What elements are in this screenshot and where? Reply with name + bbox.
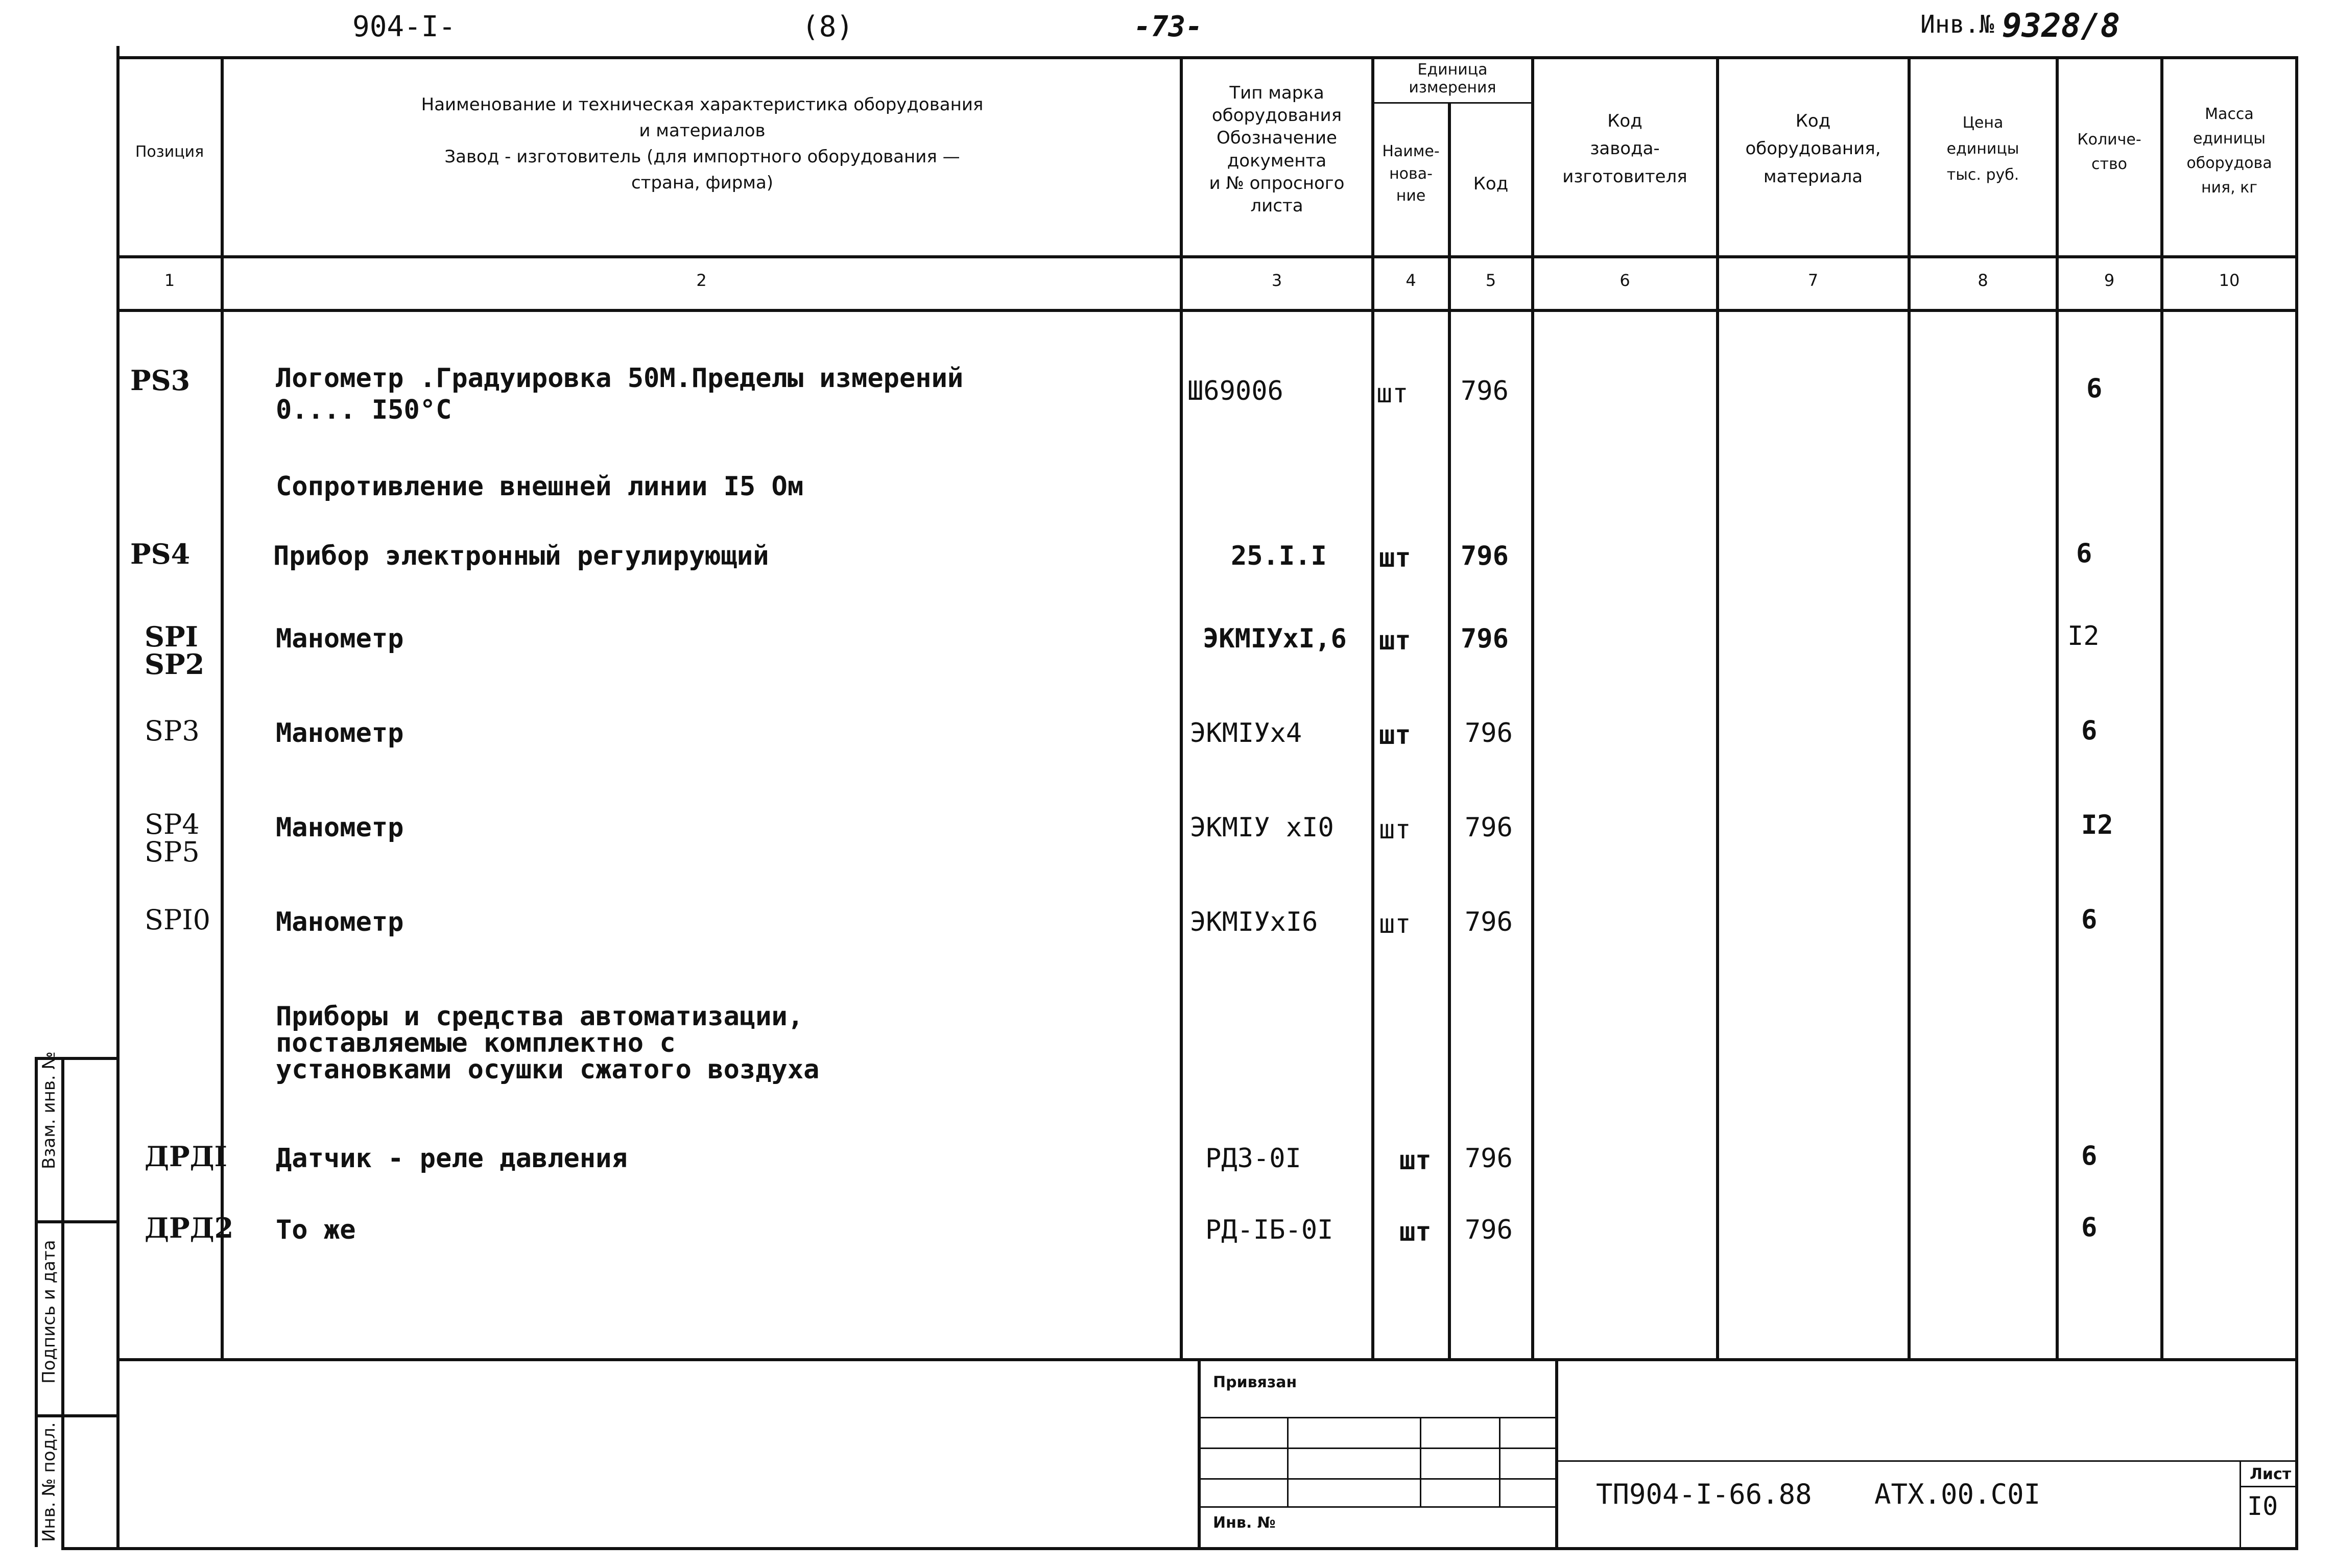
sheet-box-left [2240, 1460, 2241, 1547]
header-name: Наименование и техническая характеристика оборудования и материалов Завод - изготовитель (для импортного оборудования — страна, фирма) [421, 94, 984, 193]
grid-v2 [1420, 1417, 1421, 1506]
header-bottom-line [116, 255, 2297, 258]
title-block-divider-2 [1555, 1358, 1558, 1550]
col-divider-6 [1716, 56, 1719, 1358]
row-type: РДЗ-0I [1205, 1143, 1301, 1174]
replacement-inventory-label: Взам. инв. № [39, 1051, 59, 1169]
header-equipment-code: Код оборудования, материала [1745, 111, 1881, 187]
row-unit: шт [1379, 543, 1411, 573]
header-unit-code: Код [1473, 174, 1509, 194]
row-code: 796 [1465, 812, 1513, 843]
col-divider-2 [1180, 56, 1183, 1358]
row-quantity: I2 [2067, 621, 2100, 652]
inventory-number-label: Инв. № [1213, 1514, 1276, 1532]
row-type: Ш69006 [1187, 376, 1283, 406]
col-divider-9 [2160, 56, 2163, 1358]
colnum-9: 9 [2104, 271, 2115, 290]
row-unit: шт [1376, 378, 1409, 409]
margin-inner [61, 1057, 64, 1547]
grid-h2 [1198, 1448, 1555, 1449]
row-quantity: 6 [2081, 715, 2098, 746]
header-unit: Единица измерения [1409, 61, 1496, 97]
row-quantity: I2 [2081, 810, 2113, 840]
row-type: ЭКМIУxI6 [1190, 907, 1318, 937]
colnum-10: 10 [2219, 271, 2240, 290]
row-quantity: 6 [2076, 538, 2092, 569]
row-position: SPI0 [145, 904, 211, 936]
row-position: ДРДI [145, 1140, 227, 1173]
row-type: ЭКМIУx4 [1190, 718, 1302, 749]
header-unit-name: Наиме- нова- ние [1382, 142, 1440, 205]
row-code: 796 [1465, 1143, 1513, 1174]
row-position: PS4 [130, 538, 190, 570]
header-mass: Масса единицы оборудова ния, кг [2186, 105, 2272, 197]
row-quantity: 6 [2081, 1141, 2098, 1171]
row-code: 796 [1465, 1215, 1513, 1245]
row-unit: шт [1379, 720, 1411, 751]
title-block-top [116, 1358, 2297, 1361]
grid-v1 [1287, 1417, 1289, 1506]
row-name: Датчик - реле давления [276, 1143, 628, 1174]
drawing-code: АТХ.00.С0I [1874, 1478, 2041, 1510]
col-divider-3 [1371, 56, 1374, 1358]
colnum-7: 7 [1807, 271, 1819, 290]
signature-date-label: Подпись и дата [39, 1240, 59, 1384]
document-code: ТП904-I-66.88 [1596, 1478, 1812, 1510]
grid-v3 [1499, 1417, 1501, 1506]
row-name: Логометр .Градуировка 50М.Пределы измерений 0.... I50°С [276, 363, 964, 426]
row-code: 796 [1465, 907, 1513, 937]
colnum-3: 3 [1271, 271, 1282, 290]
header-quantity: Количе- ство [2077, 131, 2141, 173]
row-position: ДРД2 [145, 1212, 234, 1244]
colnum-bottom-line [116, 309, 2297, 312]
inventory-number: 9328/8 [2002, 7, 2121, 45]
grid-h3 [1198, 1478, 1555, 1480]
col-divider-7 [1908, 56, 1911, 1358]
row-name: Манометр [276, 623, 404, 654]
row-position: SP4 SP5 [145, 808, 200, 868]
title-block-divider-1 [1198, 1358, 1201, 1550]
row-position: SPI SP2 [145, 620, 205, 681]
row-name: Манометр [276, 812, 404, 843]
row-unit: шт [1399, 1145, 1432, 1176]
grid-h1 [1198, 1417, 1555, 1418]
frame-bottom [61, 1547, 2298, 1550]
row-position: PS3 [130, 364, 190, 397]
row-name: Сопротивление внешней линии I5 Ом [276, 471, 804, 502]
row-unit: шт [1379, 625, 1411, 656]
original-inventory-label: Инв. № подл. [39, 1422, 59, 1542]
row-quantity: 6 [2086, 373, 2103, 404]
row-type: ЭКМIУxI,6 [1203, 623, 1347, 654]
row-type: ЭКМIУ xI0 [1190, 812, 1334, 843]
header-type: Тип марка оборудования Обозначение документа и № опросного листа [1209, 83, 1345, 216]
col-divider-8 [2056, 56, 2059, 1358]
sheet-label: Лист [2250, 1465, 2292, 1483]
inventory-label: Инв.№ [1920, 10, 1994, 39]
row-type: РД-IБ-0I [1205, 1215, 1333, 1245]
colnum-4: 4 [1406, 271, 1416, 290]
row-name: То же [276, 1215, 356, 1245]
title-block-line [1555, 1460, 2297, 1462]
header-position: Позиция [135, 143, 204, 161]
margin-h2 [35, 1220, 116, 1223]
row-name: Прибор электронный регулирующий [273, 541, 769, 571]
row-code: 796 [1461, 623, 1509, 654]
attached-label: Привязан [1213, 1373, 1297, 1391]
margin-outer [35, 1057, 38, 1547]
row-name: Манометр [276, 907, 404, 937]
row-type: 25.I.I [1231, 541, 1327, 571]
colnum-8: 8 [1978, 271, 1988, 290]
row-section-heading: Приборы и средства автоматизации, поставляемые комплектно с установками осушки сжатого воздуха [276, 1001, 820, 1085]
row-quantity: 6 [2081, 1212, 2098, 1243]
row-unit: шт [1399, 1217, 1432, 1247]
row-quantity: 6 [2081, 904, 2098, 935]
row-code: 796 [1461, 541, 1509, 571]
part-number: (8) [802, 10, 854, 43]
row-unit: шт [1379, 814, 1411, 845]
sheet-number: I0 [2247, 1491, 2278, 1521]
row-position: SP3 [145, 715, 200, 747]
colnum-1: 1 [164, 271, 175, 290]
row-code: 796 [1461, 376, 1509, 406]
series-code: 904-I- [352, 10, 456, 43]
header-price: Цена единицы тыс. руб. [1946, 114, 2019, 184]
grid-h4 [1198, 1506, 1555, 1508]
row-unit: шт [1379, 909, 1411, 939]
colnum-6: 6 [1619, 271, 1630, 290]
header-maker-code: Код завода- изготовителя [1562, 111, 1687, 187]
col-divider-5 [1531, 56, 1534, 1358]
page-number: -73- [1134, 10, 1203, 43]
row-code: 796 [1465, 718, 1513, 749]
col-divider-4 [1448, 102, 1451, 1358]
sheet-box-mid [2240, 1486, 2297, 1487]
row-name: Манометр [276, 718, 404, 749]
unit-header-divider [1371, 102, 1531, 104]
colnum-5: 5 [1485, 271, 1496, 290]
margin-h3 [35, 1414, 116, 1417]
colnum-2: 2 [696, 271, 707, 290]
frame-top [116, 56, 2297, 59]
